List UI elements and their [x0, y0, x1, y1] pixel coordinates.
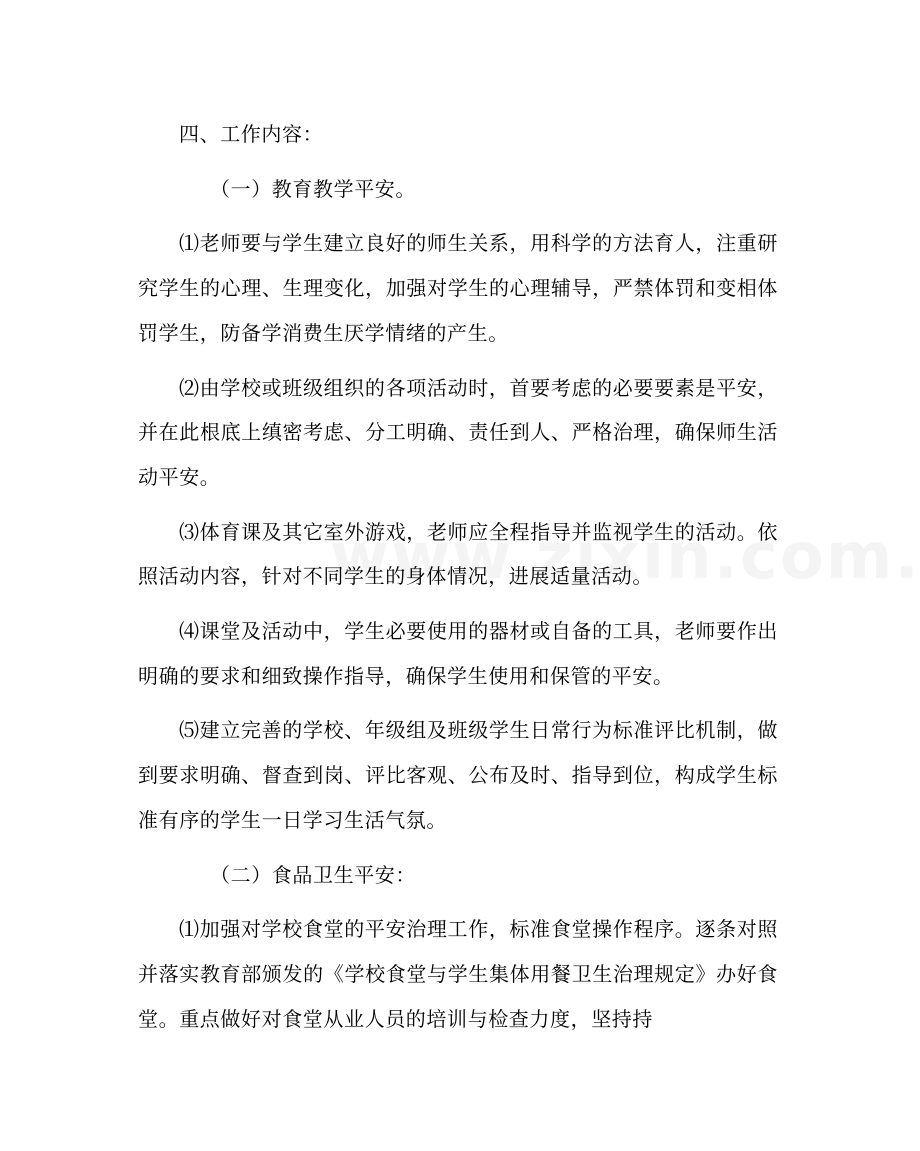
paragraph-1-3: ⑶体育课及其它室外游戏，老师应全程指导并监视学生的活动。依照活动内容，针对不同学生的身体情况，进展适量活动。	[138, 519, 778, 589]
subsection-heading-2: （二）食品卫生平安：	[210, 862, 416, 887]
paragraph-2-1: ⑴加强对学校食堂的平安治理工作，标准食堂操作程序。逐条对照并落实教育部颁发的《学校食堂与学生集体用餐卫生治理规定》办好食堂。重点做好对食堂从业人员的培训与检查力度，坚持持	[138, 917, 778, 1031]
paragraph-1-2: ⑵由学校或班级组织的各项活动时，首要考虑的必要要素是平安，并在此根底上缜密考虑、分工明确、责任到人、严格治理，确保师生活动平安。	[138, 375, 778, 489]
paragraph-1-1: ⑴老师要与学生建立良好的师生关系，用科学的方法育人，注重研究学生的心理、生理变化，加强对学生的心理辅导，严禁体罚和变相体罚学生，防备学消费生厌学情绪的产生。	[138, 231, 778, 345]
section-heading: 四、工作内容：	[179, 122, 324, 146]
paragraph-1-5: ⑸建立完善的学校、年级组及班级学生日常行为标准评比机制，做到要求明确、督查到岗、评比客观、公布及时、指导到位，构成学生标准有序的学生一日学习生活气氛。	[138, 718, 778, 832]
subsection-heading-1: （一）教育教学平安。	[210, 176, 416, 201]
paragraph-1-4: ⑷课堂及活动中，学生必要使用的器材或自备的工具，老师要作出明确的要求和细致操作指导，确保学生使用和保管的平安。	[138, 619, 778, 688]
document-body	[138, 112, 778, 1041]
